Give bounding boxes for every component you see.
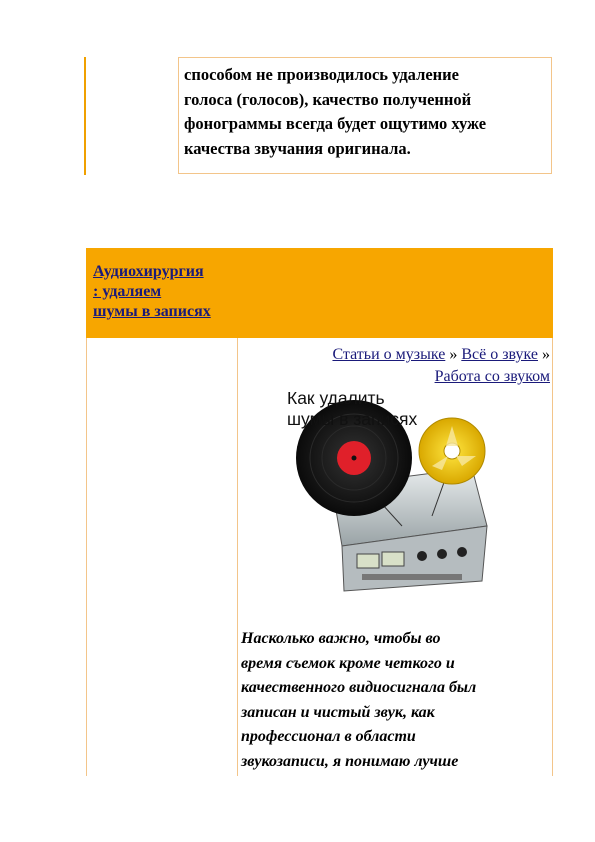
vu-meter-left bbox=[357, 554, 379, 568]
breadcrumb-link-all-about-sound[interactable]: Всё о звуке bbox=[461, 346, 538, 363]
recorder-buttons bbox=[362, 574, 462, 580]
top-paragraph-line: способом не производилось удаление bbox=[184, 65, 459, 84]
table-border-right bbox=[552, 338, 553, 776]
article-intro-line: качественного видиосигнала был bbox=[241, 679, 477, 696]
illustration-caption bbox=[287, 388, 487, 430]
left-vertical-rule bbox=[84, 57, 86, 175]
article-title-line: Аудиохирургия bbox=[93, 263, 204, 280]
article-intro-paragraph bbox=[241, 627, 551, 774]
breadcrumb bbox=[300, 344, 550, 388]
article-intro-line: профессионал в области bbox=[241, 728, 416, 745]
article-title-link[interactable] bbox=[93, 262, 243, 322]
knob bbox=[457, 547, 467, 557]
illustration-caption-line: Как удалить bbox=[287, 388, 385, 408]
breadcrumb-link-sound-work[interactable]: Работа со звуком bbox=[434, 368, 550, 385]
article-intro-line: Насколько важно, чтобы во bbox=[241, 630, 441, 647]
top-paragraph-line: голоса (голосов), качество полученной bbox=[184, 89, 472, 109]
breadcrumb-link-music-articles[interactable]: Статьи о музыке bbox=[332, 346, 446, 363]
table-border-left bbox=[86, 338, 87, 776]
breadcrumb-separator: » bbox=[445, 346, 462, 363]
illustration-caption-line: шумы в записях bbox=[287, 409, 418, 429]
article-title-line: : удаляем bbox=[93, 283, 162, 300]
top-paragraph-line: фонограммы всегда будет ощутимо хуже bbox=[184, 114, 487, 134]
vu-meter-right bbox=[382, 552, 404, 566]
article-intro-line: записан и чистый звук, как bbox=[241, 703, 435, 721]
breadcrumb-separator: » bbox=[538, 346, 550, 363]
article-intro-line: время съемок кроме четкого и bbox=[241, 654, 455, 672]
top-paragraph bbox=[184, 63, 544, 161]
article-title-line: шумы в записях bbox=[93, 303, 211, 320]
table-border-middle bbox=[237, 338, 238, 776]
knob bbox=[437, 549, 447, 559]
article-intro-line: звукозаписи, я понимаю лучше bbox=[241, 752, 459, 770]
knob bbox=[417, 551, 427, 561]
top-paragraph-line: качества звучания оригинала. bbox=[184, 138, 411, 158]
